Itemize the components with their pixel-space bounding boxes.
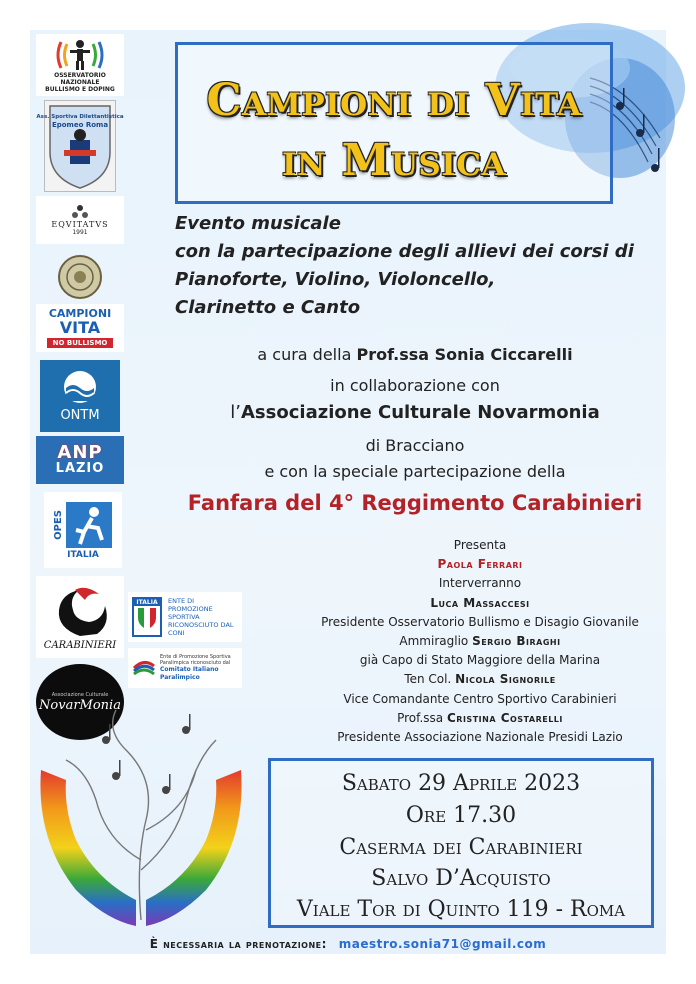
event-address: Viale Tor di Quinto 119 - Roma xyxy=(296,897,626,922)
svg-text:Epomeo Roma: Epomeo Roma xyxy=(51,121,109,129)
association-prefix: l’ xyxy=(230,402,241,423)
observatory-logo xyxy=(36,34,124,96)
tricolor-shield-icon xyxy=(137,606,157,630)
presenter-name: Paola Ferrari xyxy=(437,557,523,572)
collab-line: in collaborazione con xyxy=(330,376,500,395)
lazio-text: LAZIO xyxy=(55,461,105,476)
observatory-text-1: OSSERVATORIO NAZIONALE xyxy=(54,71,106,86)
speaker-line xyxy=(300,670,660,689)
carabinieri-text: CARABINIERI xyxy=(43,639,117,651)
booking-email-link[interactable]: maestro.sonia71@gmail.com xyxy=(338,937,547,951)
intro-line: Pianoforte, Violino, Violoncello, xyxy=(175,269,496,290)
speaker-line xyxy=(300,709,660,728)
horse-icon xyxy=(70,204,90,220)
speaker-role: già Capo di Stato Maggiore della Marina xyxy=(359,653,601,668)
credits-block xyxy=(300,536,660,747)
italia-badge-text: ITALIA xyxy=(134,599,160,606)
hands-music-illustration xyxy=(36,690,246,930)
booking-label: È necessaria la prenotazione: xyxy=(149,937,327,951)
novarmonia-name: NovarMonia xyxy=(39,697,121,713)
association-line xyxy=(170,402,660,423)
event-venue-1: Caserma dei Carabinieri xyxy=(339,835,583,860)
cv-text-3: NO BULLISMO xyxy=(47,338,114,348)
carabinieri-logo xyxy=(36,576,124,658)
italia-badge xyxy=(132,597,162,637)
svg-text:Ass. Sportiva Dilettantistica: Ass. Sportiva Dilettantistica xyxy=(36,114,124,120)
speaker-title: Ammiraglio xyxy=(399,633,469,648)
footer-booking xyxy=(0,937,696,951)
opes-italia-logo xyxy=(44,492,122,568)
speaker-title: Prof.ssa xyxy=(397,710,444,725)
title-line-2: in Musica xyxy=(281,135,506,186)
cip-text-block xyxy=(160,654,238,682)
intro-line: Evento musicale xyxy=(175,213,341,234)
wave-icon xyxy=(63,370,97,404)
seal-icon xyxy=(65,262,95,292)
italia-text: ITALIA xyxy=(67,550,99,560)
equitatus-logo xyxy=(36,196,124,244)
novarmonia-top: Associazione Culturale xyxy=(51,691,109,698)
speaker-role: Presidente Osservatorio Bullismo e Disagio Giovanile xyxy=(321,614,639,629)
speaker-name: Nicola Signorile xyxy=(455,672,556,687)
interverranno-label: Interverranno xyxy=(438,576,522,591)
association-place: di Bracciano xyxy=(365,436,465,455)
cv-text-2: VITA xyxy=(59,318,101,337)
ontm-text: ONTM xyxy=(60,407,100,423)
event-details-box xyxy=(268,758,654,928)
cip-text-2: Comitato Italiano Paralimpico xyxy=(160,666,219,681)
runner-icon xyxy=(64,500,114,550)
cip-logo xyxy=(128,648,242,688)
organizer-line xyxy=(170,345,660,364)
equitatus-name: EQVITATVS xyxy=(51,220,109,229)
opes-text: OPES xyxy=(52,510,64,540)
seal-logo xyxy=(58,255,102,299)
special-participation: e con la speciale partecipazione della xyxy=(264,462,566,481)
cip-text-1: Ente di Promozione Sportiva Paralimpica riconosciuto dal xyxy=(160,654,231,666)
flame-icon xyxy=(45,584,115,640)
organizer-prefix: a cura della xyxy=(257,345,352,364)
event-date: Sabato 29 Aprile 2023 xyxy=(341,771,581,796)
ontm-logo xyxy=(40,360,120,432)
coni-logo xyxy=(128,592,242,642)
anp-lazio-logo xyxy=(36,436,124,484)
speaker-name: Luca Massaccesi xyxy=(430,595,530,610)
intro-line: con la partecipazione degli allievi dei corsi di xyxy=(175,241,634,262)
event-venue-2: Salvo D’Acquisto xyxy=(371,866,551,891)
coni-text: ENTE DI PROMOZIONE SPORTIVA RICONOSCIUTO DAL CONI xyxy=(168,597,234,637)
speaker-name: Cristina Costarelli xyxy=(446,710,563,725)
event-time: Ore 17.30 xyxy=(405,803,517,828)
intro-line: Clarinetto e Canto xyxy=(175,297,361,318)
speaker-title: Ten Col. xyxy=(404,672,452,687)
sport-club-logo xyxy=(36,100,124,192)
campioni-vita-logo xyxy=(36,304,124,352)
band-name: Fanfara del 4° Reggimento Carabinieri xyxy=(187,491,643,515)
speaker-name: Sergio Biraghi xyxy=(472,633,561,648)
equitatus-year: 1991 xyxy=(72,229,88,236)
speaker-role: Vice Comandante Centro Sportivo Carabinieri xyxy=(343,691,617,706)
figure-icon xyxy=(55,38,105,72)
speaker-role: Presidente Associazione Nazionale Presidi Lazio xyxy=(337,729,623,744)
event-intro xyxy=(175,210,645,322)
speaker-line xyxy=(300,632,660,651)
paralympic-icon xyxy=(132,656,156,680)
shield-icon xyxy=(36,102,124,190)
organizer-name: Prof.ssa Sonia Ciccarelli xyxy=(356,345,573,364)
title-box xyxy=(175,42,613,204)
observatory-text-2: BULLISMO E DOPING xyxy=(45,85,115,93)
title-line-1: Campioni di Vita xyxy=(206,75,582,126)
cv-text-1: CAMPIONI xyxy=(48,307,112,320)
anp-text: ANP xyxy=(57,442,103,463)
presenta-label: Presenta xyxy=(453,538,507,552)
association-name: Associazione Culturale Novarmonia xyxy=(241,402,600,423)
